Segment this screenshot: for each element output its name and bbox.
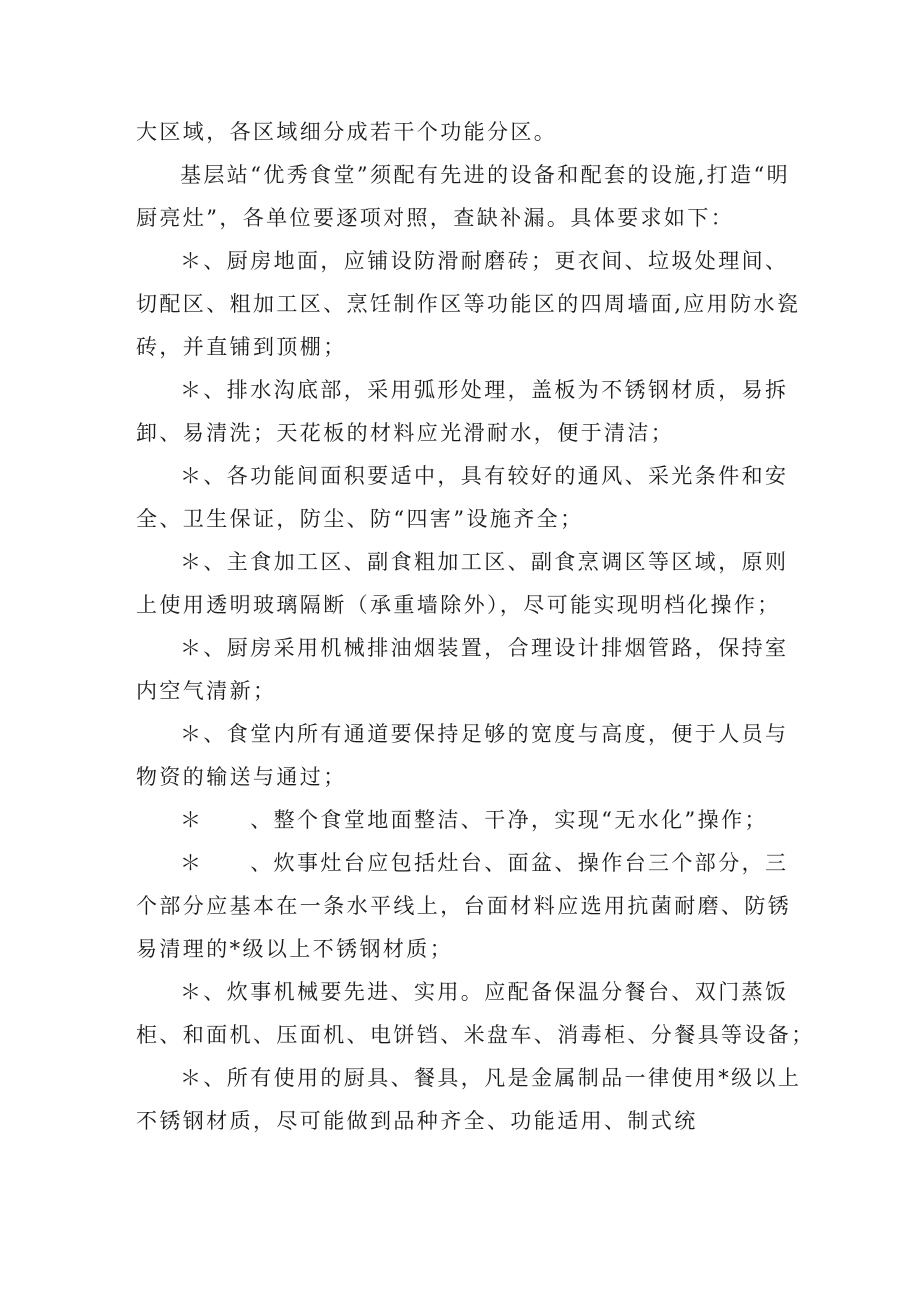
- text-line: ＊、厨房采用机械排油烟装置，合理设计排烟管路，保持室: [180, 636, 789, 660]
- text-line: ＊、排水沟底部，采用弧形处理，盖板为不锈钢材质，易拆: [180, 378, 789, 402]
- text-line: 全、卫生保证，防尘、防“四害”设施齐全；: [136, 507, 584, 531]
- text-line: 卸、易清洗；天花板的材料应光滑耐水，便于清洁；: [136, 421, 675, 445]
- text-line: 切配区、粗加工区、烹饪制作区等功能区的四周墙面,应用防水瓷: [136, 292, 801, 316]
- text-line: ＊、所有使用的厨具、餐具，凡是金属制品一律使用*级以上: [180, 1066, 802, 1090]
- text-line: ＊ 、整个食堂地面整洁、干净，实现“无水化”操作；: [180, 808, 768, 832]
- text-line: 个部分应基本在一条水平线上，台面材料应选用抗菌耐磨、防锈: [136, 894, 792, 918]
- text-line: 基层站“优秀食堂”须配有先进的设备和配套的设施,打造“明: [180, 163, 791, 187]
- text-line: 易清理的*级以上不锈钢材质；: [136, 937, 454, 961]
- text-line: 物资的输送与通过；: [136, 765, 347, 789]
- text-line: 柜、和面机、压面机、电饼铛、米盘车、消毒柜、分餐具等设备；: [136, 1023, 815, 1047]
- text-line: ＊、厨房地面，应铺设防滑耐磨砖；更衣间、垃圾处理间、: [180, 249, 789, 273]
- document-body: [136, 111, 815, 1143]
- text-line: ＊、各功能间面积要适中，具有较好的通风、采光条件和安: [180, 464, 789, 488]
- text-line: 厨亮灶”，各单位要逐项对照，查缺补漏。具体要求如下：: [136, 206, 735, 230]
- text-line: 内空气清新；: [136, 679, 277, 703]
- text-line: 大区域，各区域细分成若干个功能分区。: [136, 120, 558, 144]
- text-line: ＊、食堂内所有通道要保持足够的宽度与高度，便于人员与: [180, 722, 789, 746]
- text-line: ＊、主食加工区、副食粗加工区、副食烹调区等区域，原则: [180, 550, 789, 574]
- text-line: 上使用透明玻璃隔断（承重墙除外），尽可能实现明档化操作；: [136, 593, 781, 617]
- text-line: 砖，并直铺到顶棚；: [136, 335, 347, 359]
- text-line: ＊ 、炊事灶台应包括灶台、面盆、操作台三个部分，三: [180, 851, 789, 875]
- text-line: 不锈钢材质，尽可能做到品种齐全、功能适用、制式统: [136, 1109, 698, 1133]
- text-line: ＊、炊事机械要先进、实用。应配备保温分餐台、双门蒸饭: [180, 980, 789, 1004]
